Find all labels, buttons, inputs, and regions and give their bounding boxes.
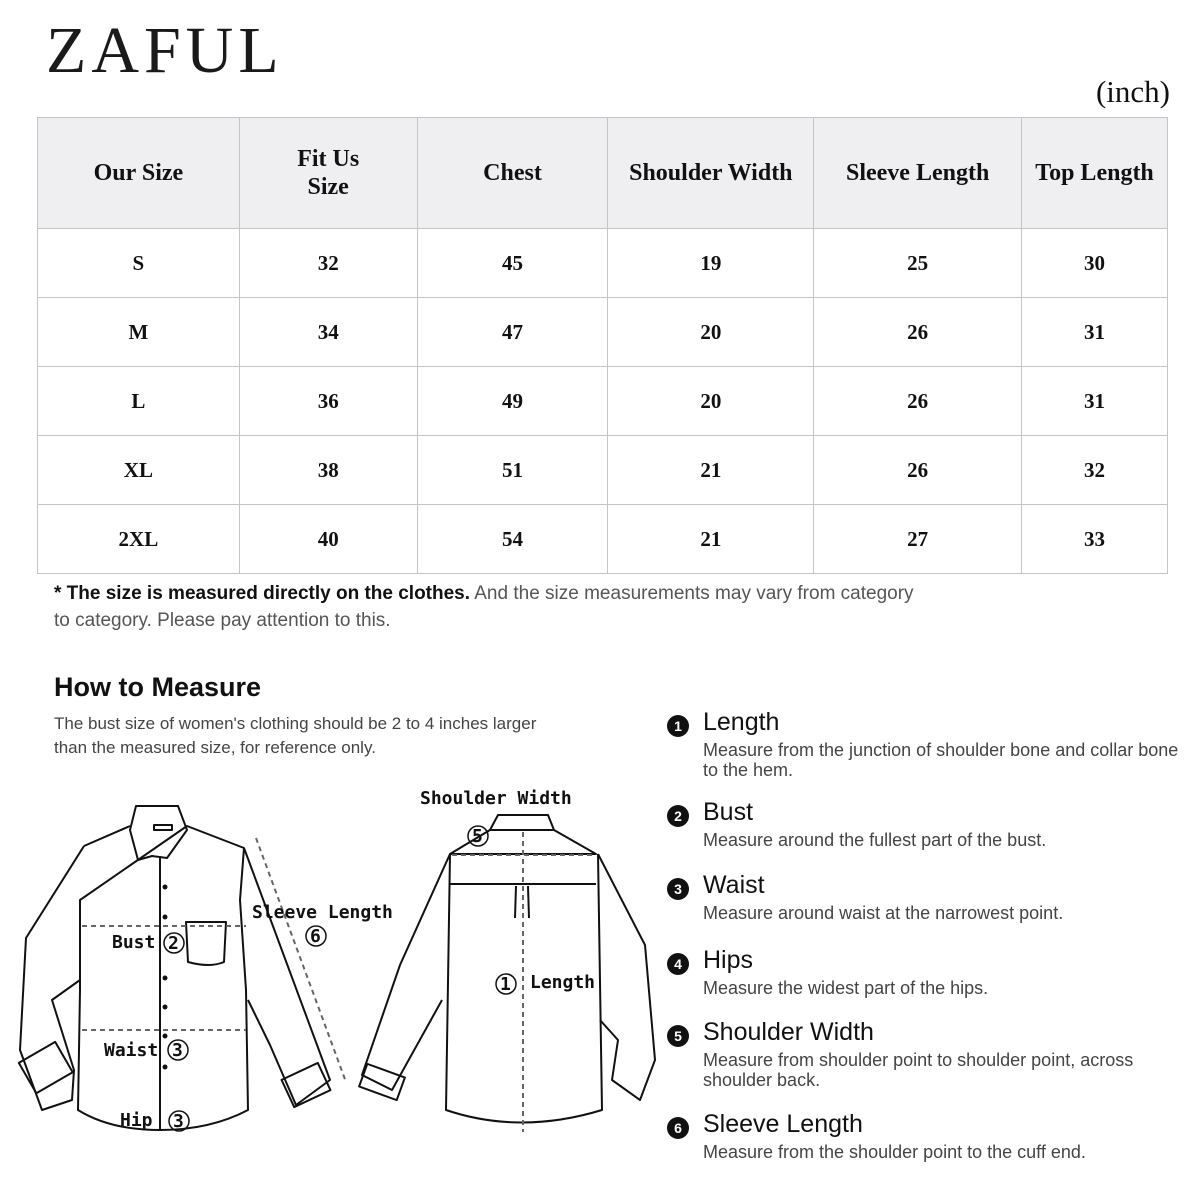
number-4-icon: 4 — [667, 953, 689, 975]
cell-top-length: 32 — [1022, 436, 1168, 505]
waist-label: Waist — [104, 1040, 159, 1061]
hip-num: 3 — [173, 1111, 184, 1132]
header-sleeve-length: Sleeve Length — [814, 118, 1022, 229]
table-row — [38, 436, 1168, 505]
legend-title: Bust — [703, 798, 754, 826]
bust-label: Bust — [112, 932, 156, 953]
header-fit-us-size — [239, 118, 417, 229]
cell-fit-us-size: 40 — [239, 505, 417, 574]
cell-shoulder-width: 21 — [608, 436, 814, 505]
front-shirt-icon — [19, 806, 331, 1130]
how-to-measure-subtitle: The bust size of women's clothing should be 2 to 4 inches larger than the measured size, for reference only. — [54, 714, 537, 757]
cell-top-length: 33 — [1022, 505, 1168, 574]
how-to-measure-title: How to Measure — [54, 672, 262, 702]
front-buttons — [163, 885, 168, 1070]
number-1-icon: 1 — [667, 715, 689, 737]
cell-sleeve-length: 27 — [814, 505, 1022, 574]
length-num: 1 — [500, 974, 511, 995]
number-2-icon: 2 — [667, 805, 689, 827]
cell-shoulder-width: 19 — [608, 229, 814, 298]
shirt-measure-diagram — [0, 780, 660, 1190]
cell-our-size: 2XL — [38, 505, 240, 574]
hip-label: Hip — [120, 1110, 153, 1131]
shoulder-num: 5 — [472, 826, 483, 847]
cell-sleeve-length: 26 — [814, 367, 1022, 436]
legend-desc: Measure around waist at the narrowest point. — [703, 903, 1064, 923]
cell-chest: 47 — [417, 298, 608, 367]
legend-title: Hips — [703, 946, 754, 974]
waist-num: 3 — [172, 1040, 183, 1061]
brand-logo: ZAFUL — [46, 14, 284, 87]
sleeve-num: 6 — [310, 926, 321, 947]
cell-chest: 45 — [417, 229, 608, 298]
legend-title: Shoulder Width — [703, 1018, 874, 1046]
header-fit-us-line2: Size — [307, 174, 349, 200]
note-bold: * The size is measured directly on the clothes. — [54, 583, 471, 604]
cell-top-length: 30 — [1022, 229, 1168, 298]
number-5-icon: 5 — [667, 1025, 689, 1047]
legend-desc: Measure the widest part of the hips. — [703, 978, 989, 998]
cell-shoulder-width: 21 — [608, 505, 814, 574]
legend-desc: Measure around the fullest part of the bust. — [703, 830, 1047, 850]
table-row — [38, 229, 1168, 298]
table-row — [38, 505, 1168, 574]
cell-our-size: M — [38, 298, 240, 367]
cell-sleeve-length: 26 — [814, 436, 1022, 505]
header-top-length: Top Length — [1022, 118, 1168, 229]
table-row — [38, 298, 1168, 367]
header-chest: Chest — [417, 118, 608, 229]
size-chart-table — [37, 117, 1168, 574]
legend-title: Sleeve Length — [703, 1110, 863, 1138]
number-3-icon: 3 — [667, 878, 689, 900]
cell-fit-us-size: 34 — [239, 298, 417, 367]
note-rest: And the size measurements may vary from category to category. Please pay attention to this. — [54, 583, 914, 631]
cell-fit-us-size: 38 — [239, 436, 417, 505]
cell-our-size: XL — [38, 436, 240, 505]
cell-fit-us-size: 36 — [239, 367, 417, 436]
table-header-row — [38, 118, 1168, 229]
cell-chest: 51 — [417, 436, 608, 505]
cell-top-length: 31 — [1022, 367, 1168, 436]
legend-desc: Measure from the junction of shoulder bone and collar bone to the hem. — [703, 740, 1179, 780]
header-shoulder-width: Shoulder Width — [608, 118, 814, 229]
header-our-size: Our Size — [38, 118, 240, 229]
legend-title: Waist — [703, 871, 765, 899]
measurement-note — [54, 580, 934, 634]
legend-desc: Measure from shoulder point to shoulder point, across shoulder back. — [703, 1050, 1134, 1090]
length-label: Length — [530, 972, 596, 993]
legend-title: Length — [703, 708, 780, 736]
cell-chest: 49 — [417, 367, 608, 436]
cell-fit-us-size: 32 — [239, 229, 417, 298]
cell-sleeve-length: 25 — [814, 229, 1022, 298]
cell-shoulder-width: 20 — [608, 367, 814, 436]
cell-top-length: 31 — [1022, 298, 1168, 367]
sleeve-length-label: Sleeve Length — [252, 902, 393, 923]
legend-desc: Measure from the shoulder point to the cuff end. — [703, 1142, 1086, 1162]
number-6-icon: 6 — [667, 1117, 689, 1139]
shoulder-width-label: Shoulder Width — [420, 788, 572, 809]
cell-sleeve-length: 26 — [814, 298, 1022, 367]
cell-our-size: L — [38, 367, 240, 436]
back-shirt-icon — [359, 815, 655, 1123]
cell-chest: 54 — [417, 505, 608, 574]
cell-our-size: S — [38, 229, 240, 298]
bust-num: 2 — [168, 933, 179, 954]
cell-shoulder-width: 20 — [608, 298, 814, 367]
header-fit-us-line1: Fit Us — [297, 146, 360, 172]
unit-label: (inch) — [1095, 74, 1170, 109]
table-row — [38, 367, 1168, 436]
